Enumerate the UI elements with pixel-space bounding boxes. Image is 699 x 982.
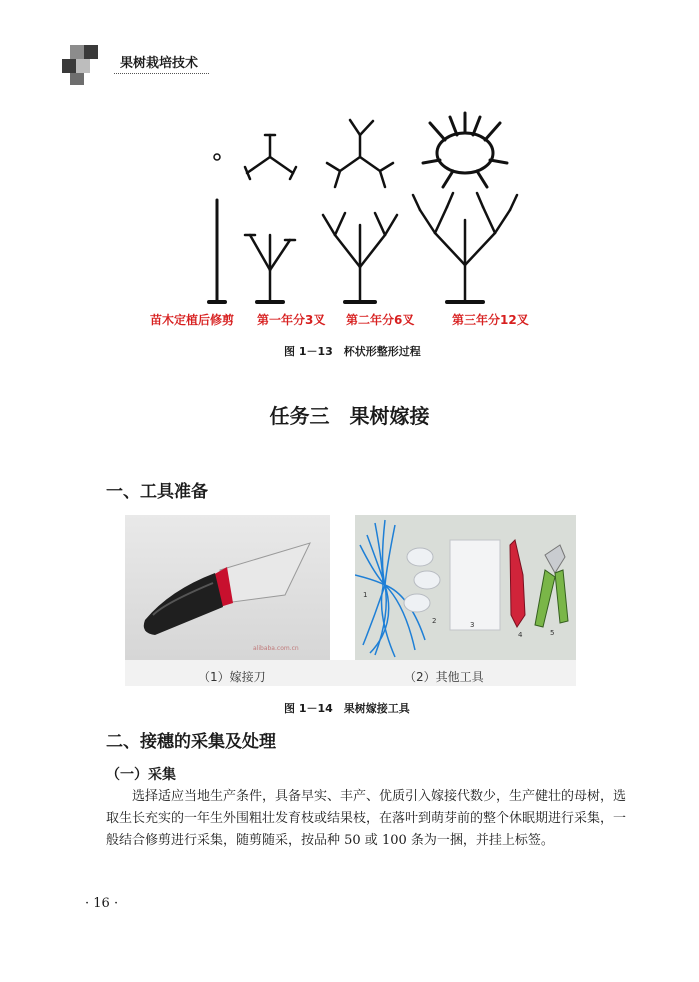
header-logo (62, 45, 106, 85)
pruning-shears (535, 545, 568, 627)
side-view-stage-2 (323, 213, 397, 302)
grafting-knife-photo (125, 515, 330, 660)
knife-handle (144, 573, 223, 635)
tool-number-1: 1 (363, 591, 368, 599)
paragraph-collection: 选择适应当地生产条件，具备早实、丰产、优质引入嫁接代数少，生产健壮的母树，选取生长充实的一年生外围粗壮发育枝或结果枝，在落叶到萌芽前的整个休眠期进行采集，一般结合修剪进行采集，随剪随采，按品种 50 或 100 条为一捆，并挂上标签。 (106, 789, 627, 848)
plastic-film-rolls (404, 548, 440, 612)
tool-number-2: 2 (432, 617, 437, 625)
side-view-stage-0 (209, 200, 225, 302)
knife-blade (220, 543, 310, 603)
plan-view-stage-3 (423, 113, 507, 187)
cup-shape-training-diagram (195, 95, 565, 335)
heading-scion-collection: 二、接穗的采集及处理 (106, 732, 276, 752)
photo-watermark: alibaba.com.cn (253, 645, 299, 652)
plan-view-stage-1 (245, 135, 296, 179)
figure-1-14-caption: 图 1－14 果树嫁接工具 (284, 702, 410, 715)
grafting-knife-caption: （1）嫁接刀 (198, 670, 266, 684)
budding-knife (510, 540, 525, 627)
side-view-stage-1 (245, 235, 295, 302)
tool-number-3: 3 (470, 621, 475, 629)
header-rule (114, 73, 209, 74)
other-tools-photo (355, 515, 576, 660)
figure-1-13-caption: 图 1－13 杯状形整形过程 (284, 345, 421, 358)
other-tools-caption: （2）其他工具 (404, 670, 484, 684)
header-title: 果树栽培技术 (120, 56, 199, 71)
stage-label-1: 第一年分3叉 (257, 313, 326, 327)
stage-label-0: 苗木定植后修剪 (150, 313, 235, 327)
subheading-collection: （一）采集 (106, 767, 176, 783)
stage-label-3: 第三年分12叉 (452, 313, 529, 327)
plan-view-stage-0 (214, 154, 220, 160)
tool-number-5: 5 (550, 629, 555, 637)
side-view-stage-3 (413, 193, 517, 302)
section-title: 任务三 果树嫁接 (269, 404, 430, 428)
heading-tools-preparation: 一、工具准备 (106, 482, 208, 502)
tool-number-4: 4 (518, 631, 523, 639)
stage-label-2: 第二年分6叉 (346, 313, 415, 327)
page-number: · 16 · (85, 896, 119, 911)
plan-view-stage-2 (327, 120, 393, 187)
photo-caption-strip (125, 660, 576, 686)
blue-tying-strips (355, 520, 425, 657)
plastic-bag (450, 540, 500, 630)
